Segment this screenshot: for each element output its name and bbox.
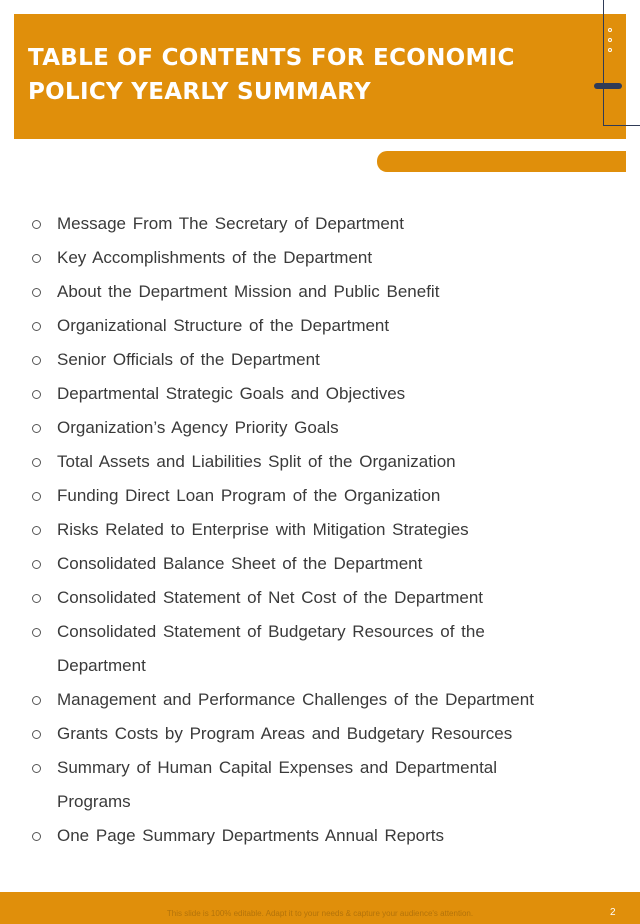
hollow-circle-icon bbox=[32, 560, 41, 569]
hollow-circle-icon bbox=[32, 220, 41, 229]
hollow-circle-icon bbox=[32, 356, 41, 365]
hollow-circle-icon bbox=[32, 424, 41, 433]
hollow-circle-icon bbox=[32, 492, 41, 501]
hollow-circle-icon bbox=[32, 764, 41, 773]
toc-item bbox=[32, 241, 592, 275]
toc-item bbox=[32, 751, 537, 819]
toc-item-label: Key Accomplishments of the Department bbox=[57, 248, 373, 267]
page-number: 2 bbox=[610, 907, 616, 918]
toc-item-label: About the Department Mission and Public Benefit bbox=[57, 282, 440, 301]
toc-item bbox=[32, 683, 592, 717]
hollow-circle-icon bbox=[32, 730, 41, 739]
toc-item bbox=[32, 479, 592, 513]
decorative-dot-icon bbox=[608, 28, 612, 32]
toc-item bbox=[32, 377, 592, 411]
hollow-circle-icon bbox=[32, 526, 41, 535]
hollow-circle-icon bbox=[32, 458, 41, 467]
toc-item-label: Total Assets and Liabilities Split of the Organization bbox=[57, 452, 456, 471]
toc-item-label: Organization’s Agency Priority Goals bbox=[57, 418, 339, 437]
toc-item bbox=[32, 343, 592, 377]
toc-item-label: Management and Performance Challenges of the Department bbox=[57, 690, 534, 709]
toc-item bbox=[32, 547, 592, 581]
toc-item-label: Grants Costs by Program Areas and Budgetary Resources bbox=[57, 724, 513, 743]
decorative-horizontal-line bbox=[603, 125, 640, 126]
toc-item bbox=[32, 309, 592, 343]
footer-note: This slide is 100% editable. Adapt it to your needs & capture your audience's attention. bbox=[166, 909, 474, 918]
decorative-dot-icon bbox=[608, 38, 612, 42]
hollow-circle-icon bbox=[32, 594, 41, 603]
toc-item bbox=[32, 513, 592, 547]
toc-item bbox=[32, 615, 527, 683]
accent-pill-bar bbox=[377, 151, 626, 172]
footer-band bbox=[0, 892, 640, 924]
toc-item-label: Consolidated Statement of Budgetary Resources of the Department bbox=[57, 622, 485, 675]
hollow-circle-icon bbox=[32, 390, 41, 399]
header-band bbox=[14, 14, 626, 139]
toc-item bbox=[32, 411, 592, 445]
toc-item-label: Departmental Strategic Goals and Objectives bbox=[57, 384, 406, 403]
toc-item bbox=[32, 207, 592, 241]
toc-item-label: Consolidated Statement of Net Cost of the Department bbox=[57, 588, 484, 607]
toc-item bbox=[32, 819, 592, 853]
decorative-dot-icon bbox=[608, 48, 612, 52]
toc-item bbox=[32, 445, 592, 479]
hollow-circle-icon bbox=[32, 628, 41, 637]
hollow-circle-icon bbox=[32, 288, 41, 297]
toc-item-label: One Page Summary Departments Annual Reports bbox=[57, 826, 445, 845]
toc-item-label: Senior Officials of the Department bbox=[57, 350, 320, 369]
toc-item bbox=[32, 717, 592, 751]
decorative-vertical-line bbox=[603, 0, 604, 126]
toc-item-label: Organizational Structure of the Department bbox=[57, 316, 390, 335]
toc-item-label: Message From The Secretary of Department bbox=[57, 214, 404, 233]
hollow-circle-icon bbox=[32, 696, 41, 705]
toc-item-label: Risks Related to Enterprise with Mitigation Strategies bbox=[57, 520, 469, 539]
decorative-bar bbox=[594, 83, 622, 89]
table-of-contents-list bbox=[32, 207, 592, 853]
toc-item bbox=[32, 581, 592, 615]
toc-item-label: Funding Direct Loan Program of the Organization bbox=[57, 486, 441, 505]
toc-item-label: Summary of Human Capital Expenses and Departmental Programs bbox=[57, 758, 498, 811]
toc-item bbox=[32, 275, 592, 309]
hollow-circle-icon bbox=[32, 322, 41, 331]
hollow-circle-icon bbox=[32, 832, 41, 841]
toc-item-label: Consolidated Balance Sheet of the Department bbox=[57, 554, 423, 573]
page-title: TABLE OF CONTENTS FOR ECONOMIC POLICY YEARLY SUMMARY bbox=[28, 45, 515, 105]
hollow-circle-icon bbox=[32, 254, 41, 263]
